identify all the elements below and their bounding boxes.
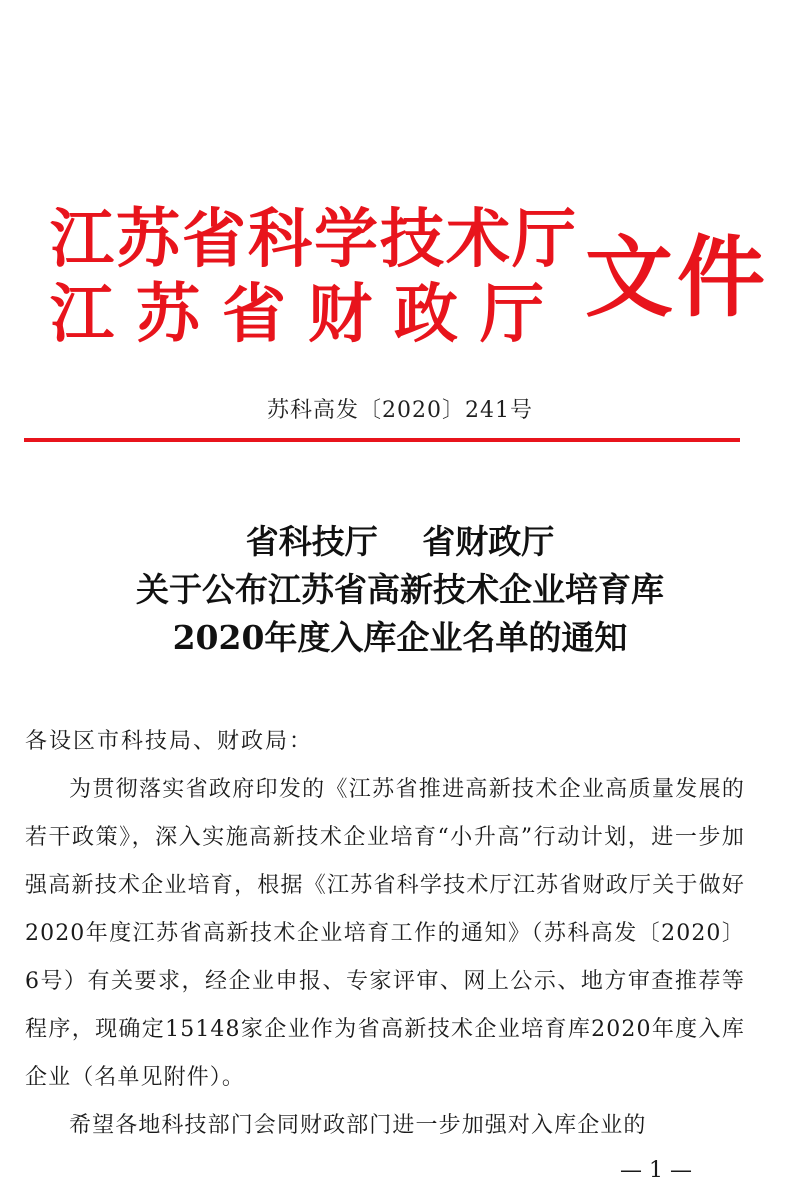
title-line-3: 2020年度入库企业名单的通知 [172,618,628,657]
document-header [0,0,800,480]
document-mark: 文件 [585,226,770,329]
paragraph-1: 为贯彻落实省政府印发的《江苏省推进高新技术企业高质量发展的若干政策》，深入实施高新技术企业培育“小升高”行动计划，进一步加强高新技术企业培育，根据《江苏省科学技术厅江苏省财政厅关于做好2020年度江苏省高新技术企业培育工作的通知》（苏科高发〔2020〕6号）有关要求，经企业申报、专家评审、网上公示、地方审查推荐等程序，现确定15148家企业作为省高新技术企业培育库2020年度入库企业（名单见附件）。 [25,777,745,1090]
issuer-line-science-department: 江苏省科学技术厅 [50,203,578,277]
salutation: 各设区市科技局、财政局： [25,729,314,754]
title-line-2: 关于公布江苏省高新技术企业培育库 [136,570,664,609]
paragraph-2: 希望各地科技部门会同财政部门进一步加强对入库企业的 [69,1113,647,1138]
issuer-line-finance-department: 江苏省财政厅 [50,278,566,352]
red-divider-rule [24,438,740,442]
document-body [25,718,745,1150]
title-line-1: 省科技厅 省财政厅 [245,522,555,561]
document-number: 苏科高发〔2020〕241号 [267,398,533,423]
page-number: — 1 — [620,1158,692,1183]
document-title [0,518,800,662]
